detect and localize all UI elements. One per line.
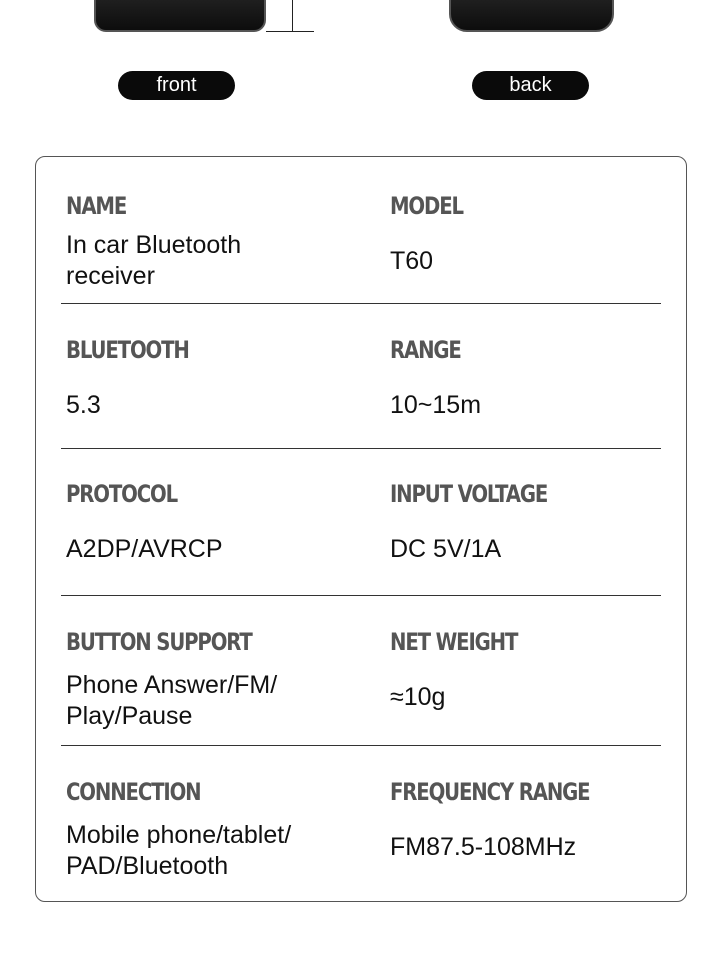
spec-value: Phone Answer/FM/ Play/Pause [66, 671, 278, 730]
spec-row [61, 627, 661, 737]
spec-value: DC 5V/1A [390, 535, 502, 563]
spec-label: FREQUENCY RANGE [390, 778, 590, 806]
front-view-label: front [118, 71, 235, 100]
device-front-image [94, 0, 266, 32]
spec-value: In car Bluetooth receiver [66, 231, 242, 290]
spec-label: BLUETOOTH [66, 336, 189, 364]
row-divider [61, 448, 661, 449]
spec-label: CONNECTION [66, 778, 201, 806]
spec-value: FM87.5-108MHz [390, 833, 577, 861]
dimension-marker [266, 0, 314, 33]
row-divider [61, 745, 661, 746]
spec-row [61, 335, 661, 445]
spec-label: INPUT VOLTAGE [390, 480, 548, 508]
row-divider [61, 303, 661, 304]
row-divider [61, 595, 661, 596]
spec-table [35, 156, 687, 902]
spec-value: Mobile phone/tablet/ PAD/Bluetooth [66, 821, 292, 880]
spec-label: PROTOCOL [66, 480, 177, 508]
spec-row [61, 191, 661, 301]
spec-label: BUTTON SUPPORT [66, 628, 252, 656]
spec-row [61, 777, 661, 887]
spec-value: 5.3 [66, 391, 101, 419]
spec-value: 10~15m [390, 391, 482, 419]
spec-label: MODEL [390, 192, 463, 220]
spec-label: NAME [66, 192, 127, 220]
back-view-label: back [472, 71, 589, 100]
spec-value: T60 [390, 247, 434, 275]
spec-label: NET WEIGHT [390, 628, 518, 656]
spec-value: ≈10g [390, 683, 446, 711]
spec-label: RANGE [390, 336, 461, 364]
spec-value: A2DP/AVRCP [66, 535, 223, 563]
device-back-image [449, 0, 614, 32]
spec-row [61, 479, 661, 589]
